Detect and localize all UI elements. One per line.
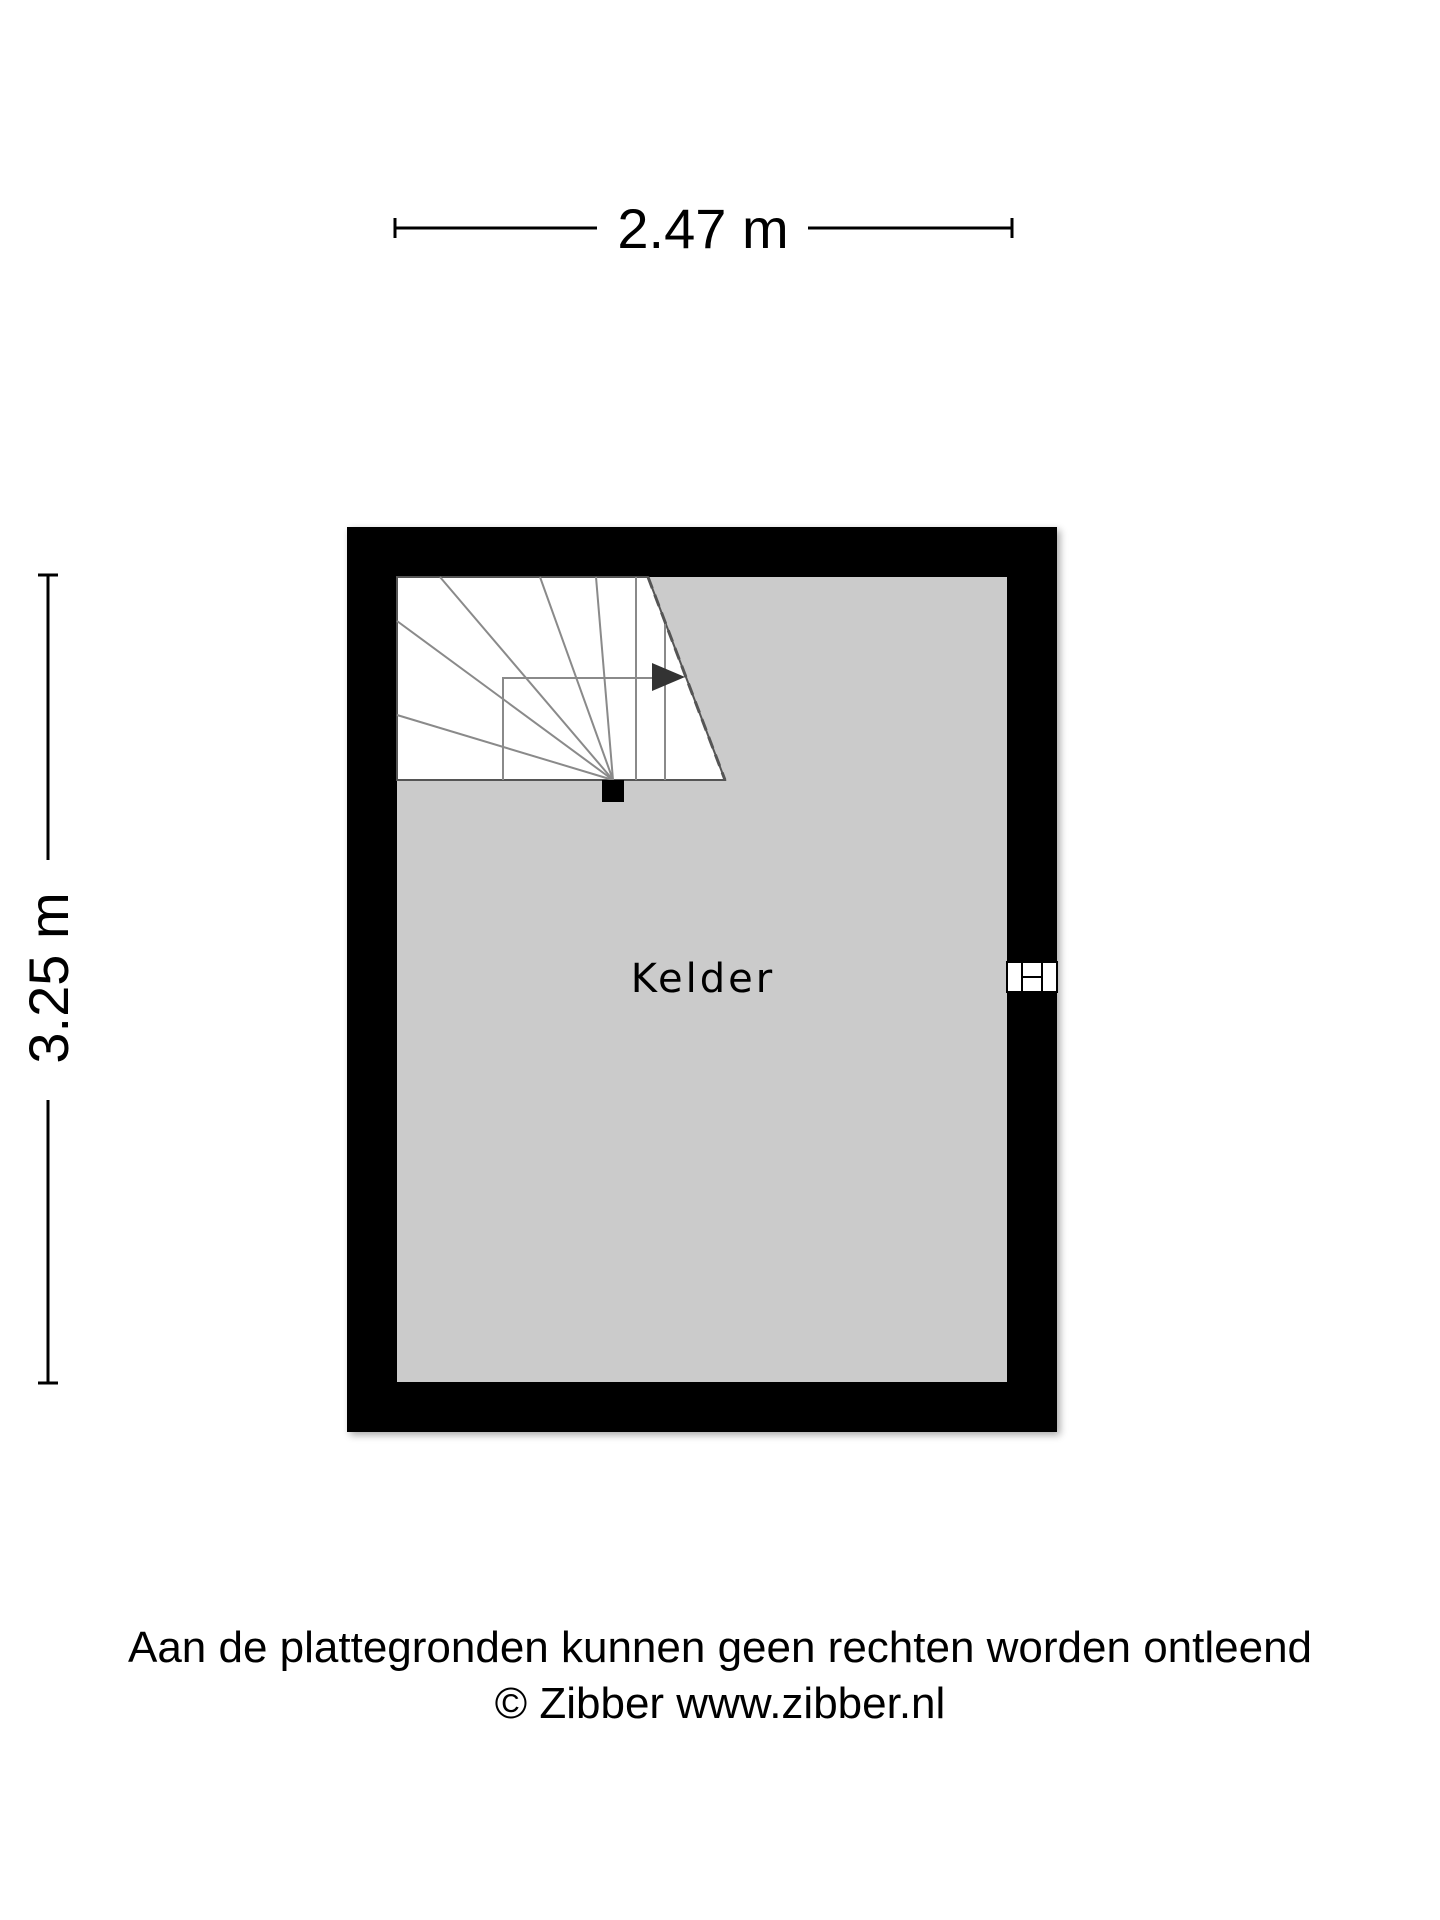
width-dimension (395, 197, 1012, 260)
window-right-wall (1007, 962, 1057, 992)
footer-disclaimer (0, 1620, 1440, 1732)
disclaimer-text: Aan de plattegronden kunnen geen rechten worden ontleend (127, 1623, 1313, 1672)
width-dimension-label: 2.47 m (617, 197, 789, 260)
depth-dimension-label: 3.25 m (17, 892, 80, 1064)
depth-dimension (17, 575, 80, 1383)
stair-newel-post (602, 780, 624, 802)
copyright-text: © Zibber www.zibber.nl (494, 1679, 946, 1728)
room-label: Kelder (630, 956, 776, 1002)
